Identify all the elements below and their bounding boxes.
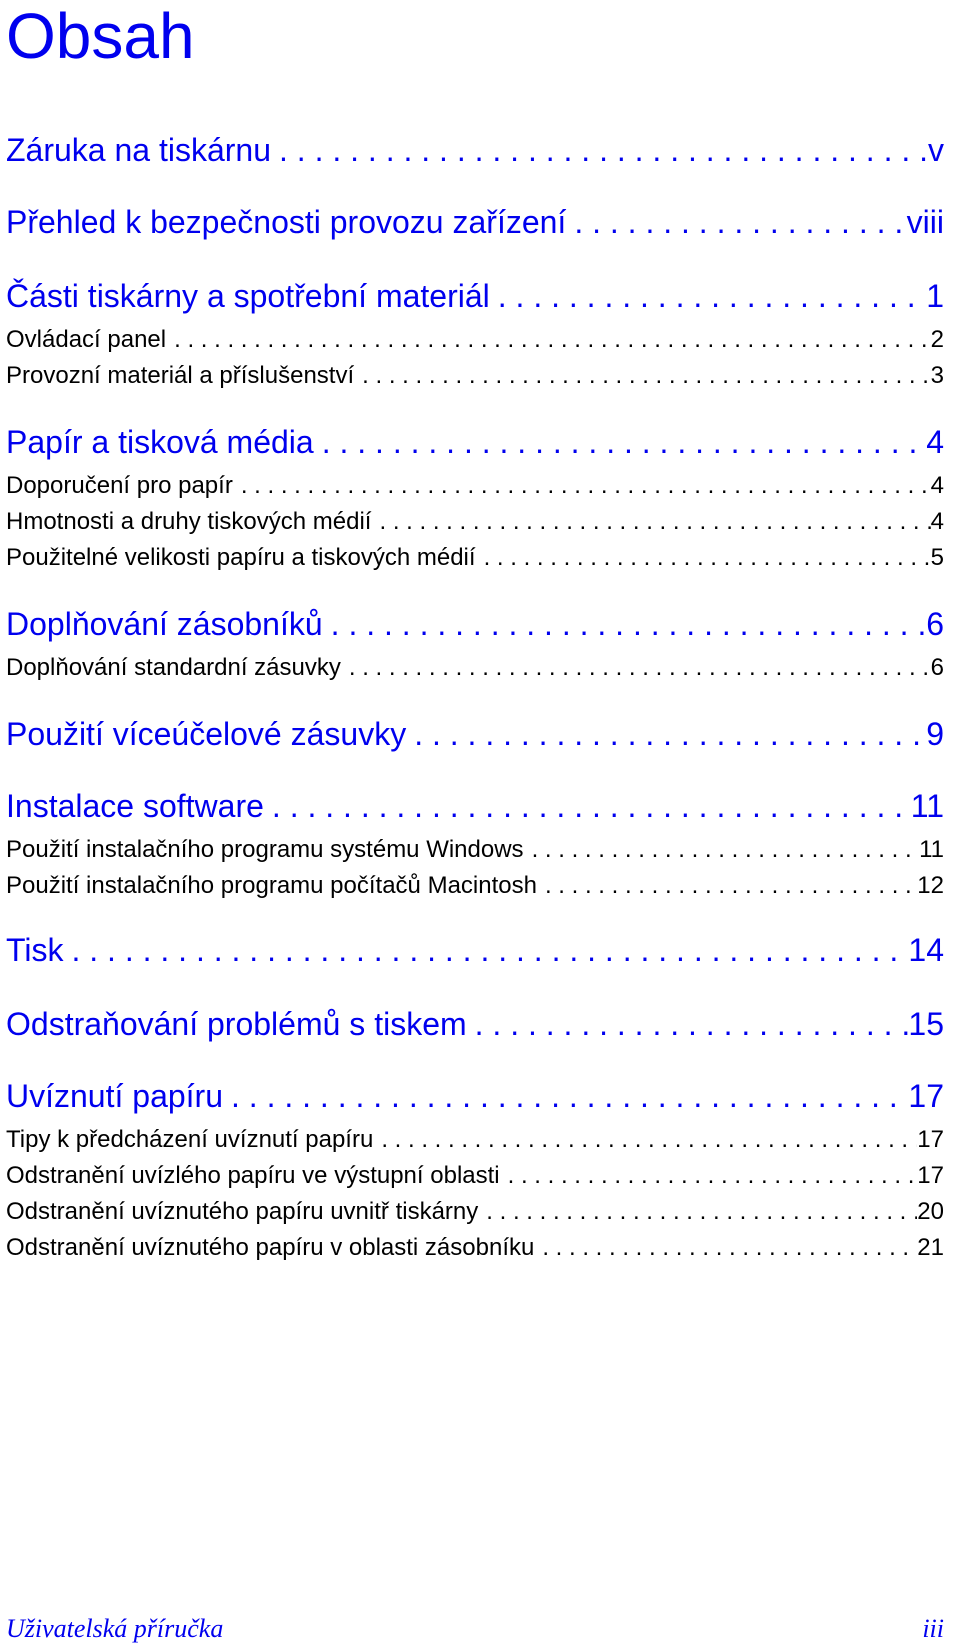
dot-leader (537, 872, 917, 900)
toc-entry[interactable] (6, 606, 944, 643)
toc-entry-page: 4 (926, 424, 944, 460)
footer-guide-title: Uživatelská příručka (6, 1614, 224, 1643)
toc-entry-label: Použití víceúčelové zásuvky (6, 716, 407, 752)
toc-entry-label: Odstraňování problémů s tiskem (6, 1006, 467, 1042)
dot-leader (354, 362, 931, 390)
toc-entry-label: Tisk (6, 932, 64, 968)
footer-page-number: iii (922, 1614, 944, 1643)
dot-leader (500, 1162, 918, 1190)
toc-entry-page: 6 (930, 654, 944, 681)
toc-entry-page: 4 (930, 508, 944, 535)
toc-entry-label: Použitelné velikosti papíru a tiskových médií (6, 544, 476, 571)
toc-entry[interactable] (6, 1078, 944, 1115)
toc-entry[interactable] (6, 362, 944, 390)
page-footer (6, 1614, 944, 1644)
toc-entry-label: Přehled k bezpečnosti provozu zařízení (6, 204, 567, 240)
toc-entry[interactable] (6, 788, 944, 825)
dot-leader (371, 508, 930, 536)
toc-entry-label: Uvíznutí papíru (6, 1078, 223, 1114)
toc-entry[interactable] (6, 1234, 944, 1262)
dot-leader (534, 1234, 917, 1262)
toc-entry[interactable] (6, 1198, 944, 1226)
dot-leader (341, 654, 931, 682)
dot-leader (63, 932, 908, 969)
toc-entry[interactable] (6, 716, 944, 753)
toc-entry[interactable] (6, 654, 944, 682)
dot-leader (478, 1198, 917, 1226)
dot-leader (566, 204, 906, 241)
toc-entry[interactable] (6, 424, 944, 461)
dot-leader (490, 278, 926, 315)
dot-leader (314, 424, 927, 461)
toc-entry[interactable] (6, 278, 944, 315)
toc-entry[interactable] (6, 1162, 944, 1190)
toc-entry[interactable] (6, 932, 944, 969)
toc-entry[interactable] (6, 836, 944, 864)
dot-leader (223, 1078, 908, 1115)
toc-entry[interactable] (6, 472, 944, 500)
toc-entry-page: 9 (926, 716, 944, 752)
dot-leader (271, 132, 928, 169)
toc-entry-page: 6 (926, 606, 944, 642)
toc-entry-page: v (928, 132, 944, 168)
toc-entry-label: Záruka na tiskárnu (6, 132, 272, 168)
toc-entry[interactable] (6, 326, 944, 354)
toc-entry-label: Odstranění uvízlého papíru ve výstupní oblasti (6, 1162, 500, 1189)
toc-entry[interactable] (6, 1126, 944, 1154)
toc-entry-page: viii (906, 204, 944, 240)
toc-entry-page: 17 (917, 1126, 944, 1153)
toc-entry-page: 17 (917, 1162, 944, 1189)
toc-entry-page: 11 (919, 836, 944, 863)
toc-entry[interactable] (6, 508, 944, 536)
toc-entry[interactable] (6, 872, 944, 900)
dot-leader (524, 836, 920, 864)
toc-entry-label: Tipy k předcházení uvíznutí papíru (6, 1126, 374, 1153)
dot-leader (406, 716, 926, 753)
toc-entry[interactable] (6, 544, 944, 572)
toc-entry-label: Odstranění uvíznutého papíru v oblasti zásobníku (6, 1234, 535, 1261)
toc-entry-page: 20 (917, 1198, 944, 1225)
toc-entry-page: 3 (930, 362, 944, 389)
toc-entry-label: Použití instalačního programu systému Windows (6, 836, 524, 863)
toc-entry-page: 11 (910, 788, 944, 824)
toc-entry-page: 17 (908, 1078, 944, 1114)
toc-entry-label: Papír a tisková média (6, 424, 314, 460)
toc-entry-label: Instalace software (6, 788, 264, 824)
toc-entry-label: Použití instalačního programu počítačů Macintosh (6, 872, 537, 899)
toc-entry[interactable] (6, 1006, 944, 1043)
dot-leader (264, 788, 911, 825)
toc-entry[interactable] (6, 132, 944, 169)
toc-entry-label: Odstranění uvíznutého papíru uvnitř tiskárny (6, 1198, 479, 1225)
dot-leader (373, 1126, 917, 1154)
toc-entry-page: 21 (917, 1234, 944, 1261)
toc-entry-label: Části tiskárny a spotřební materiál (6, 278, 490, 314)
toc-entry-page: 2 (930, 326, 944, 353)
dot-leader (467, 1006, 909, 1043)
dot-leader (166, 326, 931, 354)
toc-entry[interactable] (6, 204, 944, 241)
toc-entry-page: 1 (926, 278, 944, 314)
toc-entry-label: Doporučení pro papír (6, 472, 233, 499)
dot-leader (323, 606, 927, 643)
toc-entry-page: 15 (908, 1006, 944, 1042)
toc-entry-label: Doplňování standardní zásuvky (6, 654, 341, 681)
toc-entry-label: Hmotnosti a druhy tiskových médií (6, 508, 372, 535)
toc-entry-label: Ovládací panel (6, 326, 167, 353)
toc-entry-label: Doplňování zásobníků (6, 606, 323, 642)
toc-entry-page: 4 (930, 472, 944, 499)
dot-leader (233, 472, 931, 500)
toc-entry-page: 5 (930, 544, 944, 571)
dot-leader (476, 544, 931, 572)
page-title: Obsah (6, 0, 195, 72)
toc-entry-page: 14 (908, 932, 944, 968)
toc-entry-page: 12 (917, 872, 944, 899)
toc-entry-label: Provozní materiál a příslušenství (6, 362, 355, 389)
